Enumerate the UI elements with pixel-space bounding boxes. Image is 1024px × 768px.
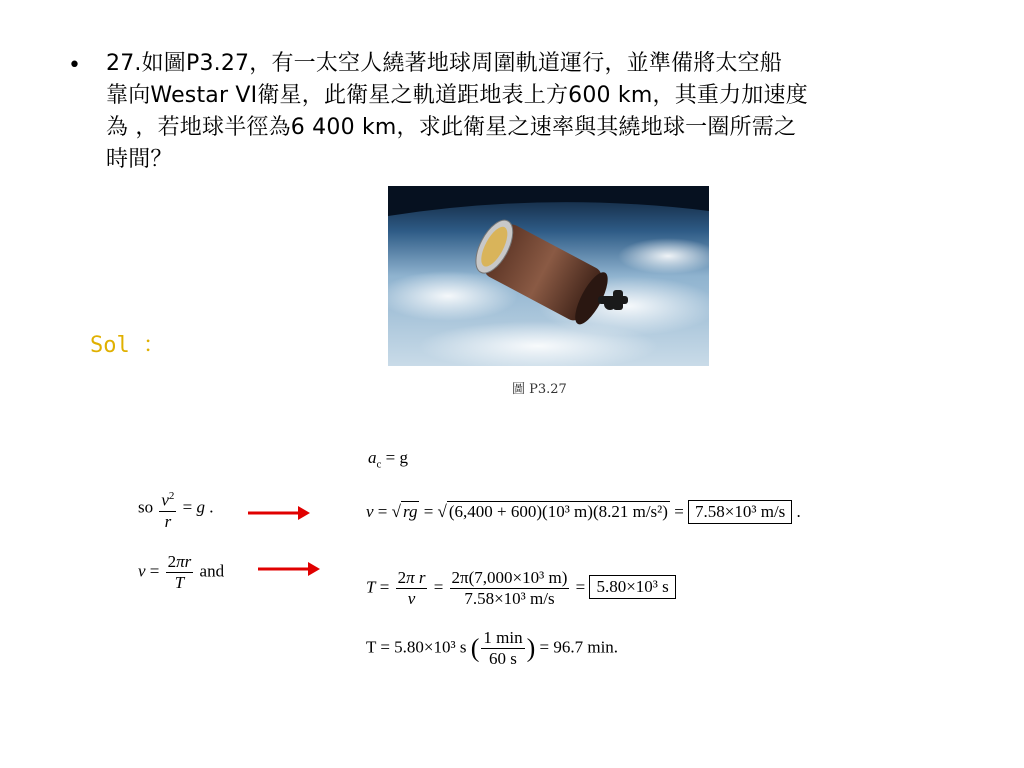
conversion-denominator: 60 s [489, 649, 517, 668]
problem-line-1: 27.如圖P3.27，有一太空人繞著地球周圍軌道運行，並準備將太空船 [106, 51, 783, 76]
problem-line-2: 靠向Westar VI衛星，此衛星之軌道距地表上方600 km，其重力加速度 [106, 83, 808, 108]
solution-label: Sol ： [90, 333, 165, 358]
conversion-numerator: 1 min [483, 628, 523, 647]
figure-caption: 圖 P3.27 [512, 382, 567, 397]
minutes-result: = 96.7 min. [539, 637, 619, 657]
problem-line-4: 時間？ [106, 147, 173, 172]
satellite-photo [388, 186, 709, 366]
eq-left-2: v = $\frac{2\pi r}{T}$ and [138, 552, 225, 592]
period-result: 5.80×10³ s [589, 575, 675, 599]
eq-period: T = $\frac{\text{2π r}}{v}$ = $\frac{\text{2π(7,000×10³ m)}}{\text{7.58×10³ m/s}}$ = 5.80×10³ s [366, 568, 676, 609]
and-word: and [199, 561, 225, 581]
eq-velocity: v = √ rg = √ (6,400 + 600)(10³ m)(8.21 m/s²) = 7.58×10³ m/s . [366, 500, 801, 524]
problem-line-3: 為 ，若地球半徑為6 400 km，求此衛星之速率與其繞地球一圈所需之 [106, 115, 797, 140]
period-numerator: 2π(7,000×10³ m) [451, 568, 568, 587]
satellite-over-earth-image [388, 186, 709, 366]
eq-ac: $a_c = g$ [368, 448, 408, 471]
period-denominator: 7.58×10³ m/s [464, 589, 555, 608]
eq-period-minutes: T = 5.80×10³ s ( $\frac{1 \min}{60 s}$ ) = 96.7 min. [366, 628, 619, 668]
arrow-icon [246, 503, 312, 523]
bullet-marker: • [68, 53, 81, 78]
velocity-result: 7.58×10³ m/s [688, 500, 792, 524]
problem-text [106, 48, 966, 176]
eq-left-1: so $\frac{v^2}{r}$ = g . [138, 486, 214, 532]
arrow-icon [256, 559, 322, 579]
so-word: so [138, 497, 154, 517]
sqrt-contents: (6,400 + 600)(10³ m)(8.21 m/s²) [448, 502, 668, 521]
